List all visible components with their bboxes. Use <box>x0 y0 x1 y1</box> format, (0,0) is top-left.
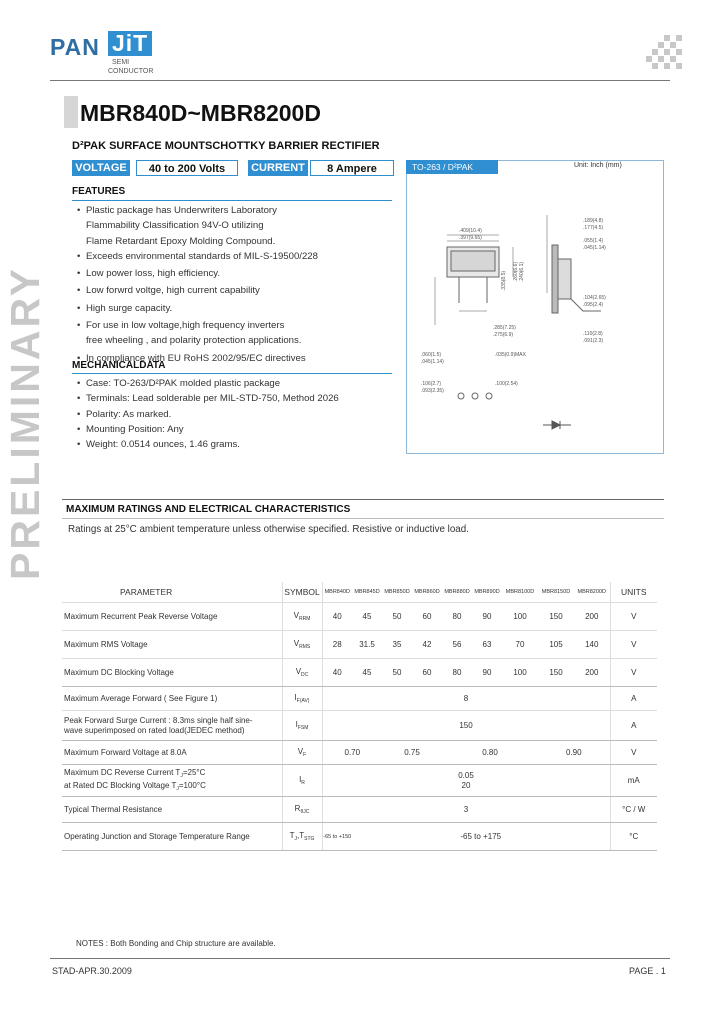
feature-item: Flame Retardant Epoxy Molding Compound. <box>86 235 276 247</box>
header-device: MBR8200D <box>574 582 610 603</box>
row-value: 80 <box>442 659 472 687</box>
page-title: MBR840D~MBR8200D <box>80 100 321 126</box>
row-value: 200 <box>574 659 610 687</box>
feature-item: • Exceeds environmental standards of MIL-S-19500/228 <box>78 249 398 264</box>
row-parameter <box>62 765 282 797</box>
row-value: 50 <box>382 659 412 687</box>
header-rule <box>50 80 670 81</box>
row-parameter: Maximum Average Forward ( See Figure 1) <box>62 687 282 711</box>
logo-semiconductor <box>108 58 153 76</box>
package-drawing <box>407 175 663 453</box>
feature-item: free wheeling , and polarity protection applications. <box>86 335 302 347</box>
row-value: 40 <box>322 659 352 687</box>
row-symbol: $T_J,T_{STG}$ <box>282 823 322 851</box>
row-value: 150 <box>322 711 610 741</box>
voltage-label-badge: VOLTAGE <box>72 160 130 176</box>
table-row <box>62 823 657 851</box>
row-value <box>322 765 610 797</box>
table-row <box>62 603 657 631</box>
logo-semi-line1: SEMI <box>112 59 130 66</box>
feature-item: • High surge capacity. <box>78 301 398 316</box>
mechanical-item: • Terminals: Lead solderable per MIL-STD-750, Method 2026 <box>78 391 398 406</box>
package-dim-label: .335(8.5) <box>501 270 507 291</box>
ratings-top-rule <box>62 499 664 500</box>
header-device: MBR8150D <box>538 582 574 603</box>
package-dim-label: .035(0.9)MAX <box>495 352 526 358</box>
pin-symbols <box>458 393 492 399</box>
row-unit: V <box>610 659 657 687</box>
current-value-badge: 8 Ampere <box>310 160 394 176</box>
product-subtitle: D²PAK SURFACE MOUNTSCHOTTKY BARRIER RECTIFIER <box>72 140 380 152</box>
package-dim-label: .409(10.4) <box>459 228 482 234</box>
row-value: 150 <box>538 603 574 631</box>
row-unit: A <box>610 711 657 741</box>
ratings-table <box>62 582 657 851</box>
row-parameter-line: Maximum DC Reverse Current $T_J=25^\circ C$ <box>64 767 206 779</box>
row-symbol: $V_{RRM}$ <box>282 603 322 631</box>
row-unit: V <box>610 741 657 765</box>
row-value: 3 <box>322 797 610 823</box>
title-accent-bar <box>64 96 78 128</box>
notes: NOTES : Both Bonding and Chip structure are available. <box>76 939 276 948</box>
row-parameter: Maximum Recurrent Peak Reverse Voltage <box>62 603 282 631</box>
header-symbol: SYMBOL <box>282 582 322 603</box>
ratings-note: Ratings at 25°C ambient temperature unless otherwise specified. Resistive or inductive load. <box>68 524 469 535</box>
header-device: MBR8100D <box>502 582 538 603</box>
row-value: 0.75 <box>382 741 442 765</box>
package-dim-label: .189(4.8) <box>583 218 604 224</box>
row-value: 90 <box>472 603 502 631</box>
row-symbol: $V_F$ <box>282 741 322 765</box>
row-value: 140 <box>574 631 610 659</box>
package-dim-label: .060(1.5) <box>421 352 442 358</box>
mechanical-item: • Weight: 0.0514 ounces, 1.46 grams. <box>78 437 398 452</box>
header-device: MBR890D <box>472 582 502 603</box>
row-value: 100 <box>502 603 538 631</box>
ratings-heading: MAXIMUM RATINGS AND ELECTRICAL CHARACTERISTICS <box>66 504 351 515</box>
feature-item: • In compliance with EU RoHS 2002/95/EC directives <box>78 351 398 366</box>
package-dim-label: .045(1.14) <box>421 359 444 365</box>
features-rule <box>72 200 392 201</box>
table-header-row <box>62 582 657 603</box>
row-unit: A <box>610 687 657 711</box>
corner-decoration-grid <box>646 35 686 71</box>
package-unit: Unit: Inch (mm) <box>574 162 622 169</box>
row-value-line: 20 <box>461 780 471 790</box>
row-value: 35 <box>382 631 412 659</box>
row-value: 150 <box>538 659 574 687</box>
table-row <box>62 741 657 765</box>
package-dim-label: .045(1.14) <box>583 245 606 251</box>
mechanical-rule <box>72 373 392 374</box>
feature-item: • For use in low voltage,high frequency inverters <box>78 318 398 333</box>
row-value: 90 <box>472 659 502 687</box>
table-row <box>62 711 657 741</box>
mechanical-item: • Polarity: As marked. <box>78 407 398 422</box>
row-value: 80 <box>442 603 472 631</box>
row-value: 60 <box>412 603 442 631</box>
footer-rule <box>50 958 670 959</box>
row-parameter <box>62 711 282 741</box>
row-value: 56 <box>442 631 472 659</box>
table-row <box>62 797 657 823</box>
row-symbol: $I_{FSM}$ <box>282 711 322 741</box>
package-dim-label: .095(2.4) <box>583 302 604 308</box>
package-tab: TO-263 / D²PAK <box>406 160 498 174</box>
row-symbol: $I_R$ <box>282 765 322 797</box>
logo-semi-line2: CONDUCTOR <box>108 68 154 75</box>
package-dim-label: .091(2.3) <box>583 338 604 344</box>
table-row <box>62 687 657 711</box>
row-symbol: $V_{DC}$ <box>282 659 322 687</box>
logo-pan: PAN <box>50 34 100 60</box>
features-heading: FEATURES <box>72 186 126 197</box>
row-parameter-line: Peak Forward Surge Current : 8.3ms single half sine- <box>64 715 253 725</box>
row-unit: V <box>610 603 657 631</box>
ratings-bottom-rule <box>62 518 664 519</box>
row-unit: °C / W <box>610 797 657 823</box>
row-value: -65 to +150 <box>322 823 352 851</box>
row-value: 200 <box>574 603 610 631</box>
table-row <box>62 765 657 797</box>
feature-item: • Plastic package has Underwriters Laboratory <box>78 203 398 218</box>
package-dim-label: .240(6.1) <box>519 261 525 282</box>
row-symbol: $I_{F(AV)}$ <box>282 687 322 711</box>
header-device: MBR850D <box>382 582 412 603</box>
package-dim-label: .093(2.35) <box>421 388 444 394</box>
package-dim-label: .110(2.8) <box>583 331 603 337</box>
row-value: -65 to +175 <box>352 823 610 851</box>
header-device: MBR840D <box>322 582 352 603</box>
row-symbol: $R_{\theta JC}$ <box>282 797 322 823</box>
package-dim-label: .177(4.5) <box>583 225 604 231</box>
diode-symbol <box>543 421 571 429</box>
row-parameter: Maximum DC Blocking Voltage <box>62 659 282 687</box>
header-units: UNITS <box>610 582 657 603</box>
row-value: 40 <box>322 603 352 631</box>
mechanical-item: • Case: TO-263/D²PAK molded plastic package <box>78 376 398 391</box>
row-value: 60 <box>412 659 442 687</box>
mechanical-list <box>78 376 398 452</box>
row-parameter-line: wave superimposed on rated load(JEDEC method) <box>64 725 245 735</box>
row-unit: V <box>610 631 657 659</box>
row-value: 45 <box>352 659 382 687</box>
voltage-value-badge: 40 to 200 Volts <box>136 160 238 176</box>
row-parameter: Maximum RMS Voltage <box>62 631 282 659</box>
package-dim-label: .275(6.9) <box>493 332 514 338</box>
row-parameter-line: at Rated DC Blocking Voltage $T_J=100^\circ C$ <box>64 780 206 792</box>
row-value-line: 0.05 <box>458 770 474 780</box>
row-value: 0.70 <box>322 741 382 765</box>
row-parameter: Maximum Forward Voltage at 8.0A <box>62 741 282 765</box>
footer-page-number: PAGE . 1 <box>629 966 666 976</box>
row-value: 70 <box>502 631 538 659</box>
header-device: MBR860D <box>412 582 442 603</box>
package-dim-label: .104(2.65) <box>583 295 606 301</box>
preliminary-watermark: PRELIMINARY <box>2 266 48 580</box>
row-value: 28 <box>322 631 352 659</box>
row-value: 45 <box>352 603 382 631</box>
header-device: MBR880D <box>442 582 472 603</box>
current-label-badge: CURRENT <box>248 160 308 176</box>
row-value: 31.5 <box>352 631 382 659</box>
row-unit: mA <box>610 765 657 797</box>
row-value: 105 <box>538 631 574 659</box>
package-dim-label: .397(9.65) <box>459 235 482 241</box>
row-unit: °C <box>610 823 657 851</box>
row-parameter: Typical Thermal Resistance <box>62 797 282 823</box>
row-symbol: $V_{RMS}$ <box>282 631 322 659</box>
header-device: MBR845D <box>352 582 382 603</box>
features-list <box>78 203 398 366</box>
package-dim-label: .260(6.6) <box>513 261 519 282</box>
row-value: 0.80 <box>442 741 538 765</box>
feature-item: • Low power loss, high efficiency. <box>78 266 398 281</box>
feature-item: • Low forwrd voltge, high current capability <box>78 283 398 298</box>
row-parameter: Operating Junction and Storage Temperature Range <box>62 823 282 851</box>
table-row <box>62 631 657 659</box>
package-dim-label: .285(7.25) <box>493 325 516 331</box>
feature-item: Flammability Classification 94V-O utilizing <box>86 220 264 232</box>
header-parameter: PARAMETER <box>62 582 282 603</box>
row-value: 50 <box>382 603 412 631</box>
package-dim-label: .055(1.4) <box>583 238 604 244</box>
package-dim-label: .106(2.7) <box>421 381 442 387</box>
row-value: 42 <box>412 631 442 659</box>
row-value: 0.90 <box>538 741 610 765</box>
row-value: 8 <box>322 687 610 711</box>
mechanical-item: • Mounting Position: Any <box>78 422 398 437</box>
mechanical-heading: MECHANICALDATA <box>72 360 166 371</box>
row-value: 63 <box>472 631 502 659</box>
row-value: 100 <box>502 659 538 687</box>
footer-date: STAD-APR.30.2009 <box>52 966 132 976</box>
logo-jit: JiT <box>108 31 152 56</box>
table-row <box>62 659 657 687</box>
package-dim-label: .100(2.54) <box>495 381 518 387</box>
